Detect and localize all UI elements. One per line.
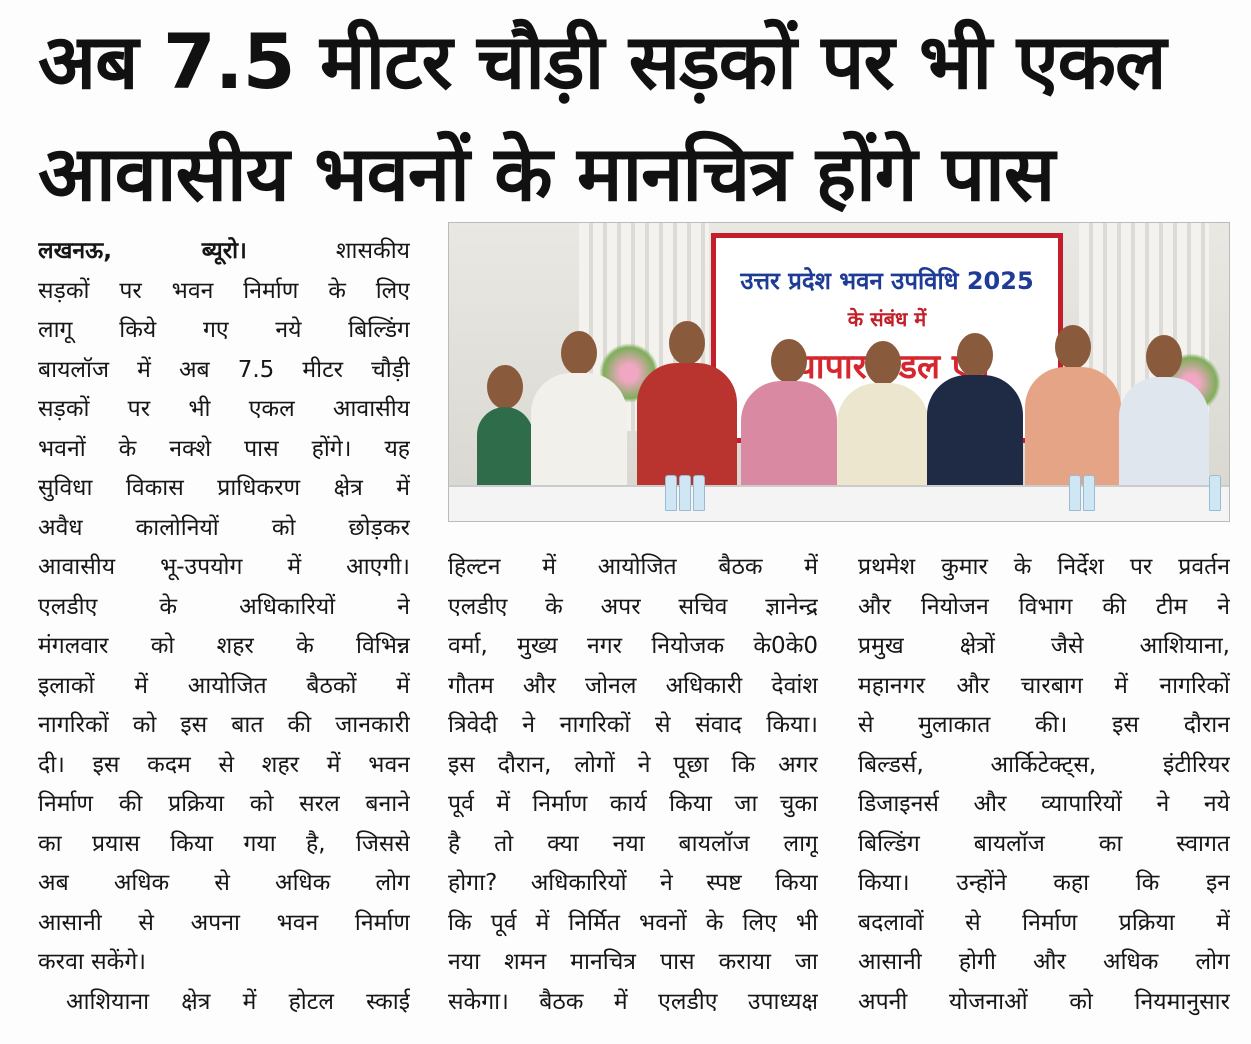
person xyxy=(477,365,533,501)
headline-line-2: आवासीय भवनों के मानचित्र होंगे पास xyxy=(38,129,1055,218)
article-line: आसानी से अपना भवन निर्माण xyxy=(38,909,410,936)
article-line: अपनी योजनाओं को नियमानुसार xyxy=(858,988,1230,1015)
article-column-1 xyxy=(38,232,410,1022)
person xyxy=(1119,335,1209,501)
article-line: है तो क्या नया बायलॉज लागू xyxy=(448,830,818,857)
news-photo xyxy=(448,222,1230,522)
article-line: इस दौरान, लोगों ने पूछा कि अगर xyxy=(448,751,818,778)
article-line: कि पूर्व में निर्मित भवनों के लिए भी xyxy=(448,909,818,936)
dateline: लखनऊ, ब्यूरो। xyxy=(38,238,247,264)
article-line: एलडीए के अपर सचिव ज्ञानेन्द्र xyxy=(448,593,818,620)
article-line: वर्मा, मुख्य नगर नियोजक के0के0 xyxy=(448,633,818,659)
article-line: महानगर और चारबाग में नागरिकों xyxy=(858,672,1230,699)
article-line: गौतम और जोनल अधिकारी देवांश xyxy=(448,672,818,699)
person xyxy=(741,339,837,501)
banner-line-1: उत्तर प्रदेश भवन उपविधि 2025 xyxy=(740,267,1034,295)
headline xyxy=(38,6,1238,230)
water-bottle-icon xyxy=(1083,475,1095,511)
article-line: और नियोजन विभाग की टीम ने xyxy=(858,593,1230,620)
article-column-2 xyxy=(448,548,818,1022)
banner-line-3: व्यापार मंडल xyxy=(784,347,941,387)
person xyxy=(837,341,929,501)
water-bottle-icon xyxy=(693,475,705,511)
article-line: सड़कों पर भी एकल आवासीय xyxy=(38,396,410,422)
article-line: नागरिकों को इस बात की जानकारी xyxy=(38,712,410,738)
article-line: लखनऊ, ब्यूरो। शासकीय xyxy=(38,238,410,264)
article-line: दी। इस कदम से शहर में भवन xyxy=(38,751,410,778)
article-line: मंगलवार को शहर के विभिन्न xyxy=(38,633,410,659)
article-line: पूर्व में निर्माण कार्य किया जा चुका xyxy=(448,791,818,817)
person xyxy=(531,331,627,501)
article-line: अब अधिक से अधिक लोग xyxy=(38,870,410,896)
conference-table xyxy=(449,485,1229,521)
person xyxy=(927,333,1023,501)
article-line: आवासीय भू-उपयोग में आएगी। xyxy=(38,554,410,580)
article-line: एलडीए के अधिकारियों ने xyxy=(38,593,410,620)
water-bottle-icon xyxy=(665,475,677,511)
water-bottle-icon xyxy=(1069,475,1081,511)
banner-line-2: के संबंध में xyxy=(847,307,927,331)
article-line: लागू किये गए नये बिल्डिंग xyxy=(38,317,410,343)
article-line: का प्रयास किया गया है, जिससे xyxy=(38,830,410,857)
article-line: डिजाइनर्स और व्यापारियों ने नये xyxy=(858,791,1230,817)
article-line: भवनों के नक्शे पास होंगे। यह xyxy=(38,435,410,462)
article-line: होगा? अधिकारियों ने स्पष्ट किया xyxy=(448,870,818,896)
water-bottle-icon xyxy=(679,475,691,511)
article-line: हिल्टन में आयोजित बैठक में xyxy=(448,554,818,580)
article-line: बायलॉज में अब 7.5 मीटर चौड़ी xyxy=(38,356,410,383)
article-line: बिल्डर्स, आर्किटेक्ट्स, इंटीरियर xyxy=(858,751,1230,778)
article-line: सड़कों पर भवन निर्माण के लिए xyxy=(38,277,410,304)
article-line: अवैध कालोनियों को छोड़कर xyxy=(38,514,410,541)
article-line: करवा सकेंगे। xyxy=(38,949,147,975)
article-line: से मुलाकात की। इस दौरान xyxy=(858,712,1230,738)
person xyxy=(637,321,737,501)
article-line: त्रिवेदी ने नागरिकों से संवाद किया। xyxy=(448,712,818,738)
article-line: निर्माण की प्रक्रिया को सरल बनाने xyxy=(38,791,410,817)
article-line: प्रथमेश कुमार के निर्देश पर प्रवर्तन xyxy=(858,554,1230,580)
article-line: सकेगा। बैठक में एलडीए उपाध्यक्ष xyxy=(448,988,818,1015)
article-line: सुविधा विकास प्राधिकरण क्षेत्र में xyxy=(38,475,410,501)
headline-line-1: अब 7.5 मीटर चौड़ी सड़कों पर भी एकल xyxy=(38,17,1166,106)
water-bottle-icon xyxy=(1209,475,1221,511)
article-line: बिल्डिंग बायलॉज का स्वागत xyxy=(858,830,1230,857)
article-line: इलाकों में आयोजित बैठकों में xyxy=(38,672,410,699)
article-line: आसानी होगी और अधिक लोग xyxy=(858,949,1230,975)
article-line: नया शमन मानचित्र पास कराया जा xyxy=(448,949,818,975)
article-column-3 xyxy=(858,548,1230,1022)
article-line: किया। उन्होंने कहा कि इन xyxy=(858,870,1230,896)
article-line: आशियाना क्षेत्र में होटल स्काई xyxy=(66,988,410,1015)
article-line: बदलावों से निर्माण प्रक्रिया में xyxy=(858,909,1230,936)
article-line: प्रमुख क्षेत्रों जैसे आशियाना, xyxy=(858,633,1230,659)
